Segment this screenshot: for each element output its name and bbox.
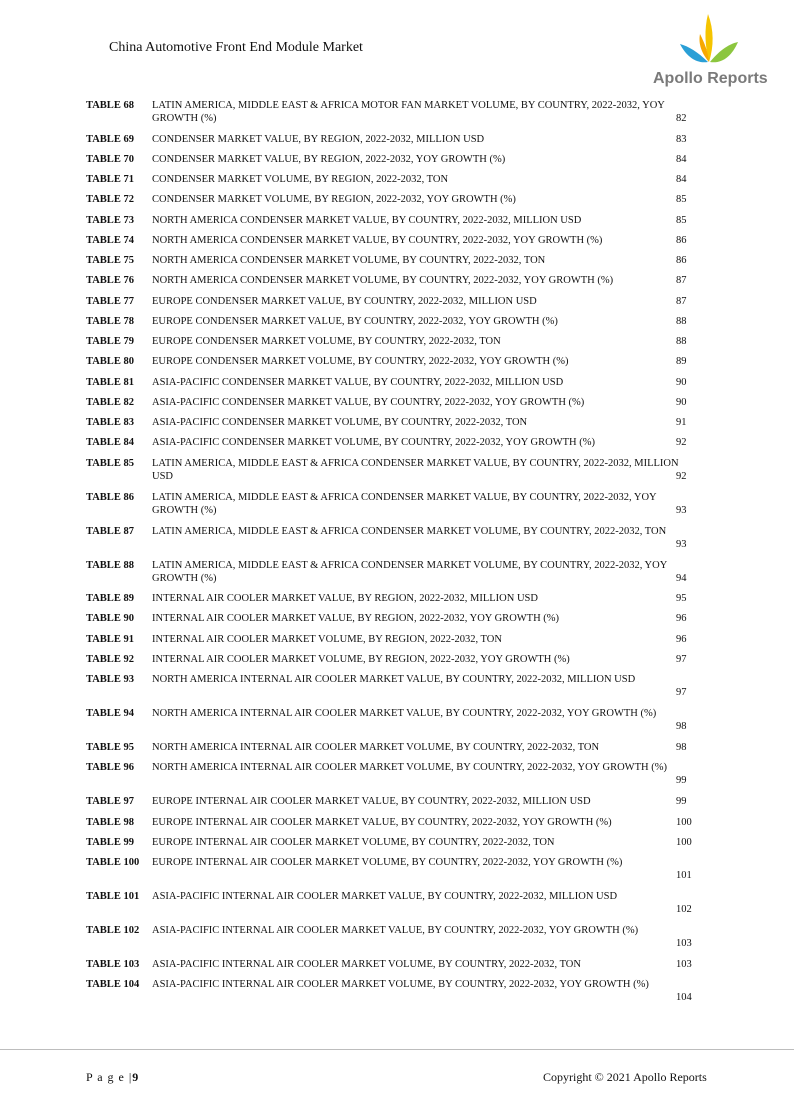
toc-table-label: TABLE 104	[86, 979, 140, 990]
toc-row	[86, 193, 711, 207]
toc-table-label: TABLE 96	[86, 762, 134, 773]
toc-table-title: INTERNAL AIR COOLER MARKET VOLUME, BY REGION, 2022-2032, YOY GROWTH (%)	[152, 654, 570, 665]
toc-page-number: 82	[676, 113, 687, 124]
toc-row	[86, 633, 711, 647]
toc-page-number: 104	[676, 992, 692, 1003]
toc-table-label: TABLE 81	[86, 377, 134, 388]
toc-row	[86, 315, 711, 329]
toc-table-label: TABLE 92	[86, 654, 134, 665]
copyright-notice: Copyright © 2021 Apollo Reports	[543, 1070, 707, 1084]
toc-table-label: TABLE 75	[86, 255, 134, 266]
toc-table-title: CONDENSER MARKET VALUE, BY REGION, 2022-2032, MILLION USD	[152, 134, 485, 145]
toc-table-label: TABLE 102	[86, 925, 140, 936]
toc-table-label: TABLE 69	[86, 134, 134, 145]
toc-row	[86, 457, 711, 485]
toc-table-title: NORTH AMERICA INTERNAL AIR COOLER MARKET VALUE, BY COUNTRY, 2022-2032, MILLION USD	[152, 674, 636, 685]
toc-row	[86, 153, 711, 167]
toc-row	[86, 924, 711, 952]
toc-page-number: 97	[676, 654, 687, 665]
toc-row	[86, 491, 711, 519]
toc-table-title: CONDENSER MARKET VALUE, BY REGION, 2022-2032, YOY GROWTH (%)	[152, 154, 506, 165]
page-number: 9	[132, 1070, 139, 1084]
toc-table-label: TABLE 99	[86, 837, 134, 848]
toc-page-number: 98	[676, 721, 687, 732]
toc-row	[86, 592, 711, 606]
toc-row	[86, 133, 711, 147]
toc-table-label: TABLE 77	[86, 296, 134, 307]
toc-table-title: EUROPE CONDENSER MARKET VOLUME, BY COUNTRY, 2022-2032, YOY GROWTH (%)	[152, 356, 569, 367]
toc-page-number: 94	[676, 573, 687, 584]
toc-table-label: TABLE 70	[86, 154, 134, 165]
toc-table-label: TABLE 76	[86, 275, 134, 286]
toc-row	[86, 274, 711, 288]
toc-row	[86, 416, 711, 430]
toc-row	[86, 673, 711, 701]
toc-table-title: ASIA-PACIFIC CONDENSER MARKET VALUE, BY COUNTRY, 2022-2032, MILLION USD	[152, 377, 564, 388]
toc-row	[86, 99, 711, 127]
toc-row	[86, 795, 711, 809]
toc-table-title: NORTH AMERICA CONDENSER MARKET VALUE, BY COUNTRY, 2022-2032, YOY GROWTH (%)	[152, 235, 603, 246]
toc-page-number: 88	[676, 316, 687, 327]
toc-table-label: TABLE 103	[86, 959, 140, 970]
logo-icon	[678, 12, 740, 70]
toc-table-title: NORTH AMERICA CONDENSER MARKET VALUE, BY COUNTRY, 2022-2032, MILLION USD	[152, 215, 582, 226]
toc-page-number: 84	[676, 154, 687, 165]
toc-page-number: 88	[676, 336, 687, 347]
toc-page-number: 93	[676, 539, 687, 550]
toc-row	[86, 856, 711, 884]
toc-page-number: 102	[676, 904, 692, 915]
toc-table-title: EUROPE INTERNAL AIR COOLER MARKET VALUE, BY COUNTRY, 2022-2032, MILLION USD	[152, 796, 591, 807]
toc-table-label: TABLE 94	[86, 708, 134, 719]
toc-table-label: TABLE 101	[86, 891, 140, 902]
toc-page-number: 98	[676, 742, 687, 753]
toc-page-number: 86	[676, 235, 687, 246]
toc-row	[86, 376, 711, 390]
toc-table-title: ASIA-PACIFIC INTERNAL AIR COOLER MARKET VOLUME, BY COUNTRY, 2022-2032, TON	[152, 959, 581, 970]
toc-table-title: ASIA-PACIFIC INTERNAL AIR COOLER MARKET VOLUME, BY COUNTRY, 2022-2032, YOY GROWTH (%)	[152, 979, 649, 990]
toc-page-number: 87	[676, 296, 687, 307]
toc-table-title: INTERNAL AIR COOLER MARKET VALUE, BY REGION, 2022-2032, YOY GROWTH (%)	[152, 613, 560, 624]
page-number-label	[86, 1070, 138, 1085]
toc-table-label: TABLE 85	[86, 458, 134, 469]
logo-text: Apollo Reports	[653, 70, 768, 87]
toc-page-number: 84	[676, 174, 687, 185]
toc-table-title: EUROPE INTERNAL AIR COOLER MARKET VOLUME, BY COUNTRY, 2022-2032, YOY GROWTH (%)	[152, 857, 623, 868]
toc-table-title: ASIA-PACIFIC INTERNAL AIR COOLER MARKET VALUE, BY COUNTRY, 2022-2032, MILLION USD	[152, 891, 618, 902]
toc-row	[86, 653, 711, 667]
toc-row	[86, 958, 711, 972]
toc-row	[86, 234, 711, 248]
toc-table-label: TABLE 88	[86, 560, 134, 571]
toc-table-title: LATIN AMERICA, MIDDLE EAST & AFRICA CONDENSER MARKET VALUE, BY COUNTRY, 2022-2032, MILLION USD	[152, 458, 679, 482]
toc-row	[86, 836, 711, 850]
toc-table-label: TABLE 97	[86, 796, 134, 807]
toc-table-label: TABLE 74	[86, 235, 134, 246]
toc-table-label: TABLE 72	[86, 194, 134, 205]
toc-page-number: 97	[676, 687, 687, 698]
toc-page-number: 90	[676, 377, 687, 388]
toc-table-label: TABLE 68	[86, 100, 134, 111]
toc-page-number: 83	[676, 134, 687, 145]
toc-row	[86, 761, 711, 789]
toc-row	[86, 436, 711, 450]
toc-table-label: TABLE 80	[86, 356, 134, 367]
toc-row	[86, 214, 711, 228]
document-title: China Automotive Front End Module Market	[109, 40, 363, 55]
toc-row	[86, 295, 711, 309]
toc-table-title: CONDENSER MARKET VOLUME, BY REGION, 2022-2032, TON	[152, 174, 449, 185]
toc-table-title: CONDENSER MARKET VOLUME, BY REGION, 2022-2032, YOY GROWTH (%)	[152, 194, 516, 205]
toc-row	[86, 254, 711, 268]
toc-page-number: 93	[676, 505, 687, 516]
toc-table-label: TABLE 82	[86, 397, 134, 408]
toc-table-title: EUROPE INTERNAL AIR COOLER MARKET VOLUME, BY COUNTRY, 2022-2032, TON	[152, 837, 555, 848]
toc-table-label: TABLE 100	[86, 857, 140, 868]
toc-page-number: 90	[676, 397, 687, 408]
page-prefix: P a g e |	[86, 1070, 133, 1084]
toc-table-title: LATIN AMERICA, MIDDLE EAST & AFRICA CONDENSER MARKET VOLUME, BY COUNTRY, 2022-2032, YOY GROWTH (%)	[152, 560, 667, 584]
toc-table-title: ASIA-PACIFIC CONDENSER MARKET VOLUME, BY COUNTRY, 2022-2032, YOY GROWTH (%)	[152, 437, 595, 448]
toc-page-number: 91	[676, 417, 687, 428]
toc-table-title: NORTH AMERICA CONDENSER MARKET VOLUME, BY COUNTRY, 2022-2032, TON	[152, 255, 546, 266]
toc-row	[86, 741, 711, 755]
toc-table-label: TABLE 71	[86, 174, 134, 185]
toc-table-label: TABLE 73	[86, 215, 134, 226]
toc-table-label: TABLE 89	[86, 593, 134, 604]
toc-table-label: TABLE 93	[86, 674, 134, 685]
toc-row	[86, 173, 711, 187]
toc-table-title: NORTH AMERICA INTERNAL AIR COOLER MARKET VOLUME, BY COUNTRY, 2022-2032, TON	[152, 742, 600, 753]
toc-page-number: 85	[676, 215, 687, 226]
toc-table-title: LATIN AMERICA, MIDDLE EAST & AFRICA MOTOR FAN MARKET VOLUME, BY COUNTRY, 2022-2032, YOY GROWTH (%)	[152, 100, 665, 124]
toc-table-label: TABLE 95	[86, 742, 134, 753]
toc-page-number: 96	[676, 613, 687, 624]
toc-row	[86, 355, 711, 369]
toc-table-title: INTERNAL AIR COOLER MARKET VOLUME, BY REGION, 2022-2032, TON	[152, 634, 502, 645]
toc-page-number: 99	[676, 775, 687, 786]
toc-row	[86, 978, 711, 1006]
toc-table-label: TABLE 98	[86, 817, 134, 828]
toc-table-label: TABLE 90	[86, 613, 134, 624]
toc-table-label: TABLE 91	[86, 634, 134, 645]
toc-row	[86, 525, 711, 553]
toc-table-title: EUROPE INTERNAL AIR COOLER MARKET VALUE, BY COUNTRY, 2022-2032, YOY GROWTH (%)	[152, 817, 612, 828]
toc-table-label: TABLE 84	[86, 437, 134, 448]
toc-table-title: ASIA-PACIFIC CONDENSER MARKET VALUE, BY COUNTRY, 2022-2032, YOY GROWTH (%)	[152, 397, 585, 408]
toc-table-label: TABLE 87	[86, 526, 134, 537]
apollo-reports-logo	[648, 12, 772, 96]
footer-divider	[0, 1049, 794, 1050]
toc-row	[86, 707, 711, 735]
toc-row	[86, 816, 711, 830]
toc-table-title: NORTH AMERICA CONDENSER MARKET VOLUME, BY COUNTRY, 2022-2032, YOY GROWTH (%)	[152, 275, 614, 286]
toc-page-number: 101	[676, 870, 692, 881]
toc-table-title: EUROPE CONDENSER MARKET VOLUME, BY COUNTRY, 2022-2032, TON	[152, 336, 501, 347]
toc-row	[86, 612, 711, 626]
toc-table-label: TABLE 86	[86, 492, 134, 503]
toc-table-title: LATIN AMERICA, MIDDLE EAST & AFRICA CONDENSER MARKET VOLUME, BY COUNTRY, 2022-2032, TON	[152, 526, 667, 537]
toc-table-title: NORTH AMERICA INTERNAL AIR COOLER MARKET VALUE, BY COUNTRY, 2022-2032, YOY GROWTH (%)	[152, 708, 657, 719]
toc-table-title: EUROPE CONDENSER MARKET VALUE, BY COUNTRY, 2022-2032, MILLION USD	[152, 296, 537, 307]
toc-page-number: 89	[676, 356, 687, 367]
toc-page-number: 103	[676, 959, 692, 970]
toc-row	[86, 559, 711, 587]
toc-table-label: TABLE 83	[86, 417, 134, 428]
toc-page-number: 95	[676, 593, 687, 604]
toc-page-number: 87	[676, 275, 687, 286]
toc-table-title: LATIN AMERICA, MIDDLE EAST & AFRICA CONDENSER MARKET VALUE, BY COUNTRY, 2022-2032, YOY GROWTH (%)	[152, 492, 657, 516]
toc-page-number: 92	[676, 471, 687, 482]
toc-page-number: 100	[676, 837, 692, 848]
toc-page-number: 96	[676, 634, 687, 645]
toc-table-title: INTERNAL AIR COOLER MARKET VALUE, BY REGION, 2022-2032, MILLION USD	[152, 593, 538, 604]
toc-page-number: 85	[676, 194, 687, 205]
toc-table-title: EUROPE CONDENSER MARKET VALUE, BY COUNTRY, 2022-2032, YOY GROWTH (%)	[152, 316, 558, 327]
toc-table-title: ASIA-PACIFIC CONDENSER MARKET VOLUME, BY COUNTRY, 2022-2032, TON	[152, 417, 528, 428]
toc-table-label: TABLE 78	[86, 316, 134, 327]
toc-page-number: 103	[676, 938, 692, 949]
toc-table-title: NORTH AMERICA INTERNAL AIR COOLER MARKET VOLUME, BY COUNTRY, 2022-2032, YOY GROWTH (%)	[152, 762, 667, 773]
toc-row	[86, 396, 711, 410]
toc-page-number: 92	[676, 437, 687, 448]
toc-row	[86, 335, 711, 349]
toc-page-number: 86	[676, 255, 687, 266]
toc-table-label: TABLE 79	[86, 336, 134, 347]
toc-table-title: ASIA-PACIFIC INTERNAL AIR COOLER MARKET VALUE, BY COUNTRY, 2022-2032, YOY GROWTH (%)	[152, 925, 639, 936]
toc-row	[86, 890, 711, 918]
toc-page-number: 99	[676, 796, 687, 807]
toc-page-number: 100	[676, 817, 692, 828]
